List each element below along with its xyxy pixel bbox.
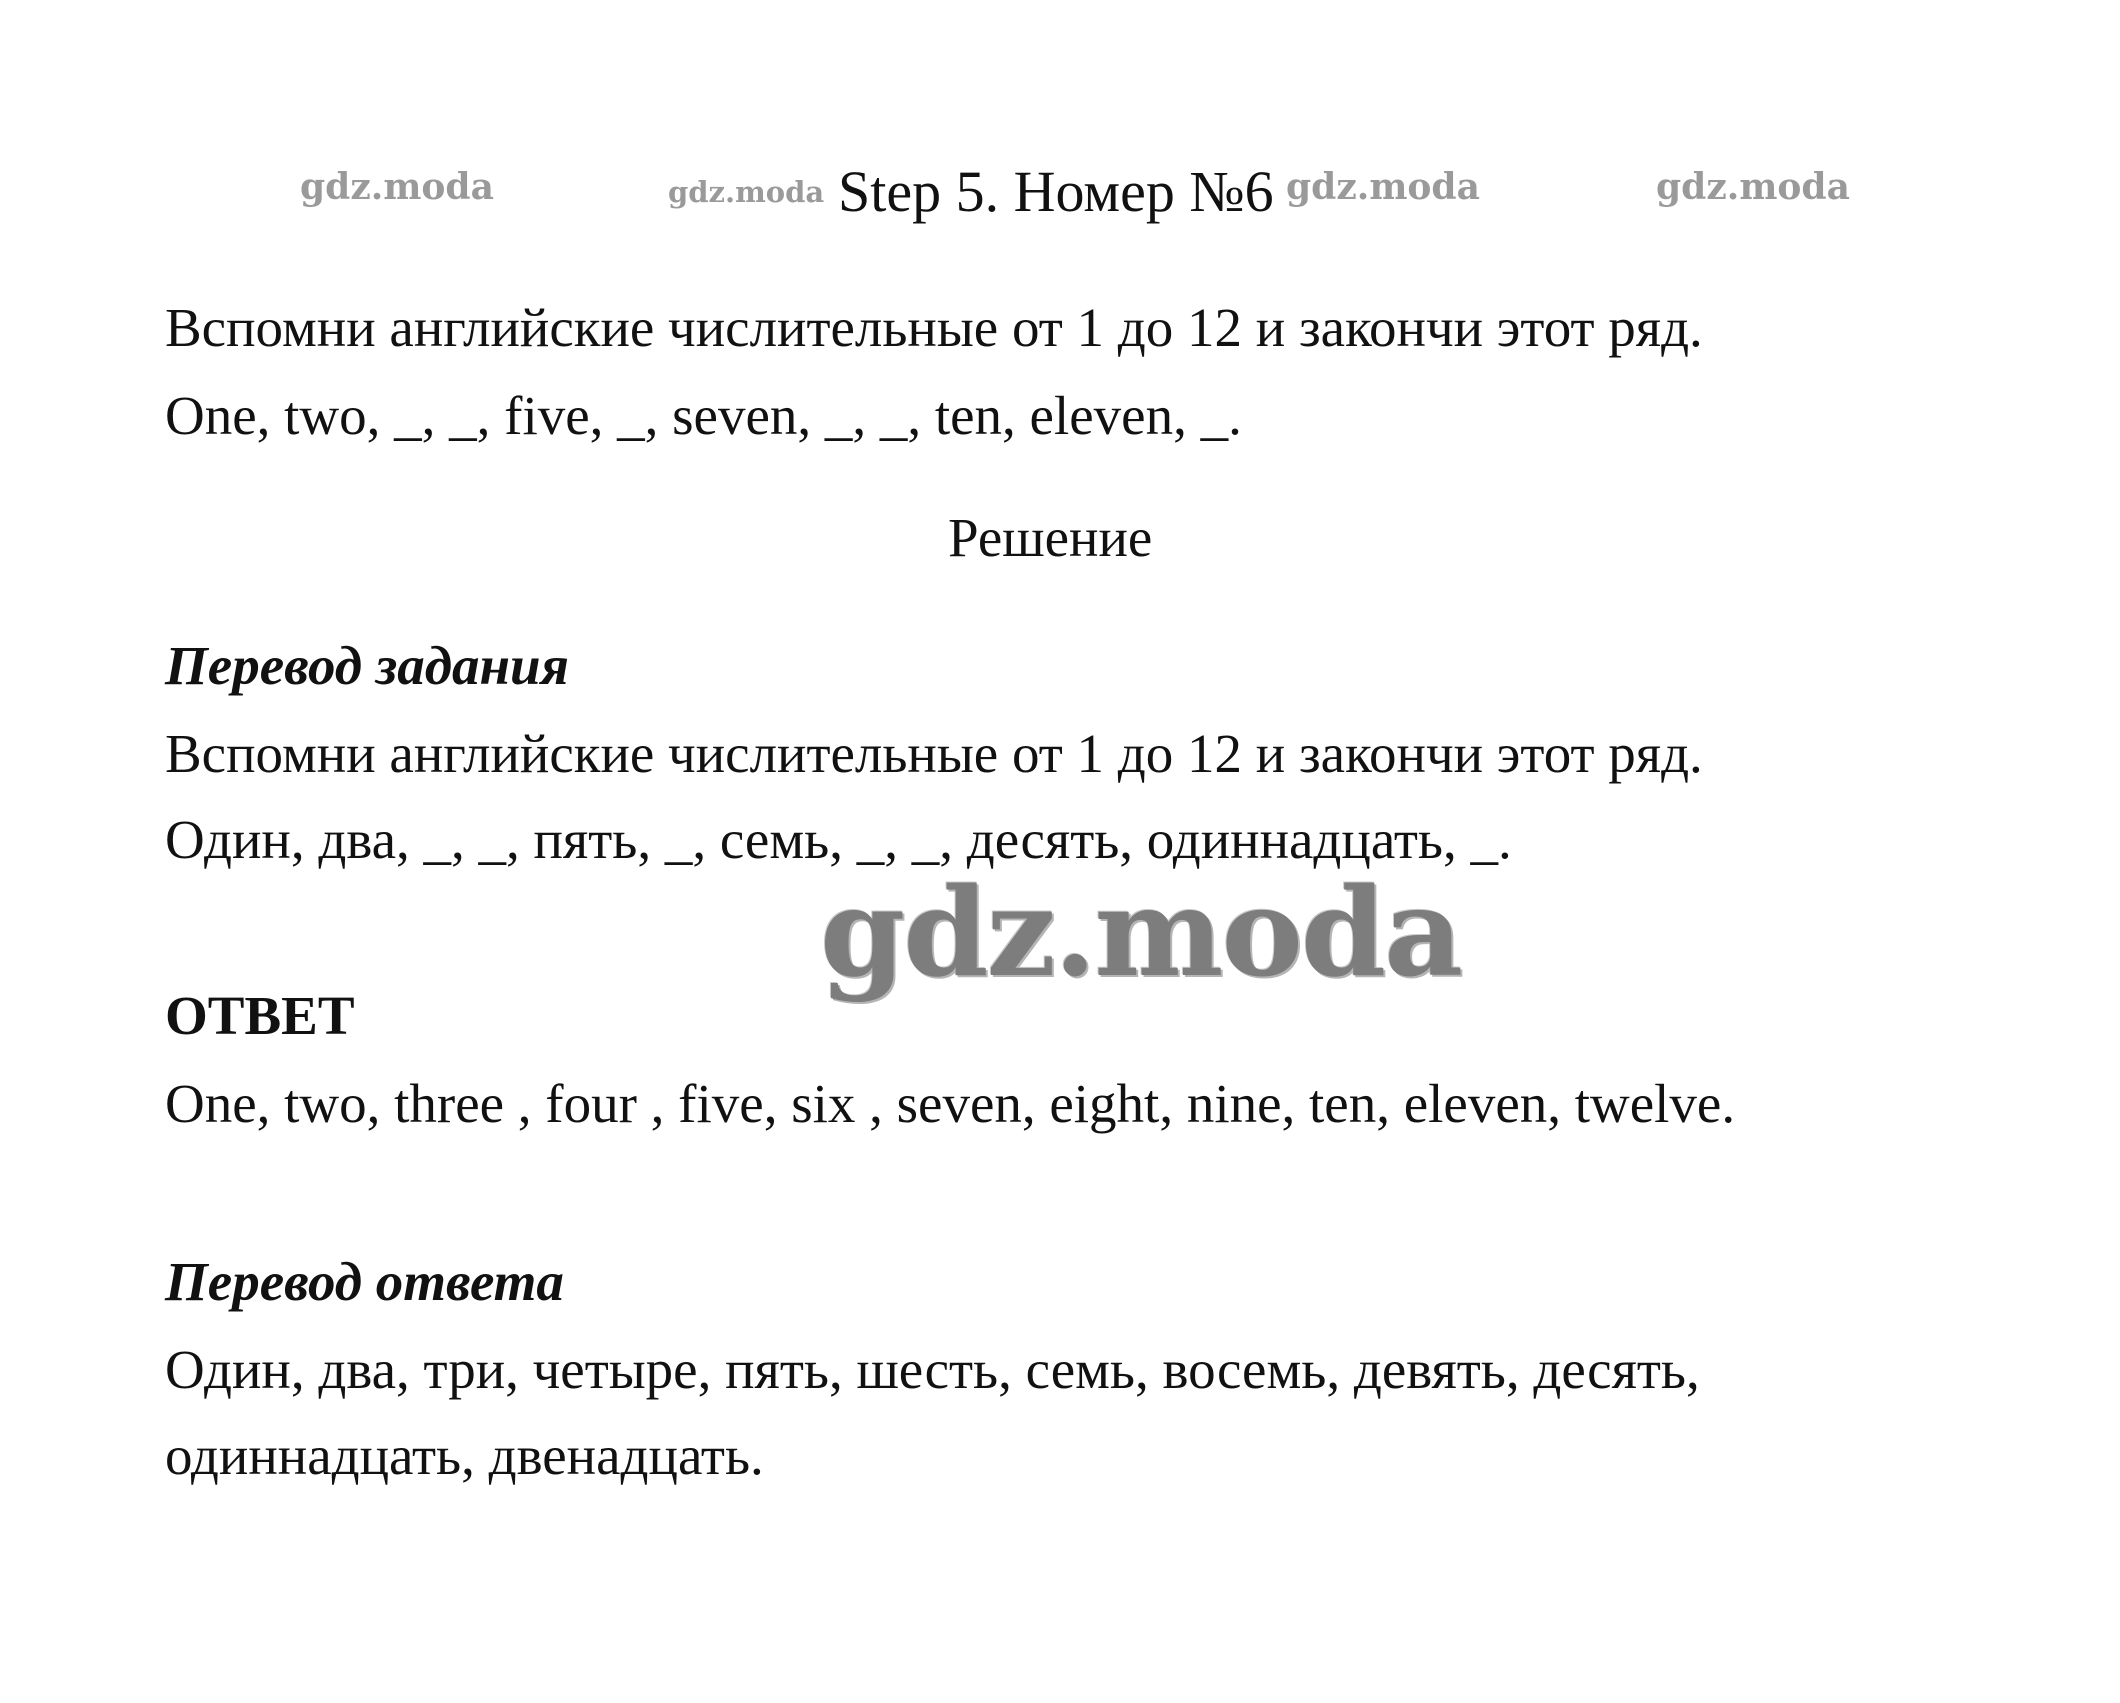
- page-title: Step 5. Номер №6: [838, 159, 1274, 224]
- translation-task-instruction: Вспомни английские числительные от 1 до 12 и закончи этот ряд.: [165, 723, 1703, 784]
- translation-answer-line1: Один, два, три, четыре, пять, шесть, семь, восемь, девять, десять,: [165, 1339, 1700, 1400]
- watermark-logo-large: gdz.moda: [820, 860, 1462, 1004]
- solution-label: Решение: [948, 507, 1153, 568]
- task-sequence: One, two, _, _, five, _, seven, _, _, ten, eleven, _.: [165, 385, 1242, 446]
- watermark-logo: gdz.moda: [668, 175, 825, 209]
- translation-task-heading: Перевод задания: [165, 635, 569, 696]
- answer-text: One, two, three , four , five, six , seven, eight, nine, ten, eleven, twelve.: [165, 1073, 1736, 1134]
- task-instruction: Вспомни английские числительные от 1 до 12 и закончи этот ряд.: [165, 297, 1703, 358]
- translation-answer-line2: одиннадцать, двенадцать.: [165, 1425, 764, 1486]
- translation-task-sequence: Один, два, _, _, пять, _, семь, _, _, десять, одиннадцать, _.: [165, 809, 1512, 870]
- watermark-logo: gdz.moda: [300, 166, 494, 208]
- answer-heading: ОТВЕТ: [165, 985, 355, 1046]
- watermark-logo: gdz.moda: [1656, 166, 1850, 208]
- translation-answer-heading: Перевод ответа: [165, 1251, 564, 1312]
- watermark-logo: gdz.moda: [1286, 166, 1480, 208]
